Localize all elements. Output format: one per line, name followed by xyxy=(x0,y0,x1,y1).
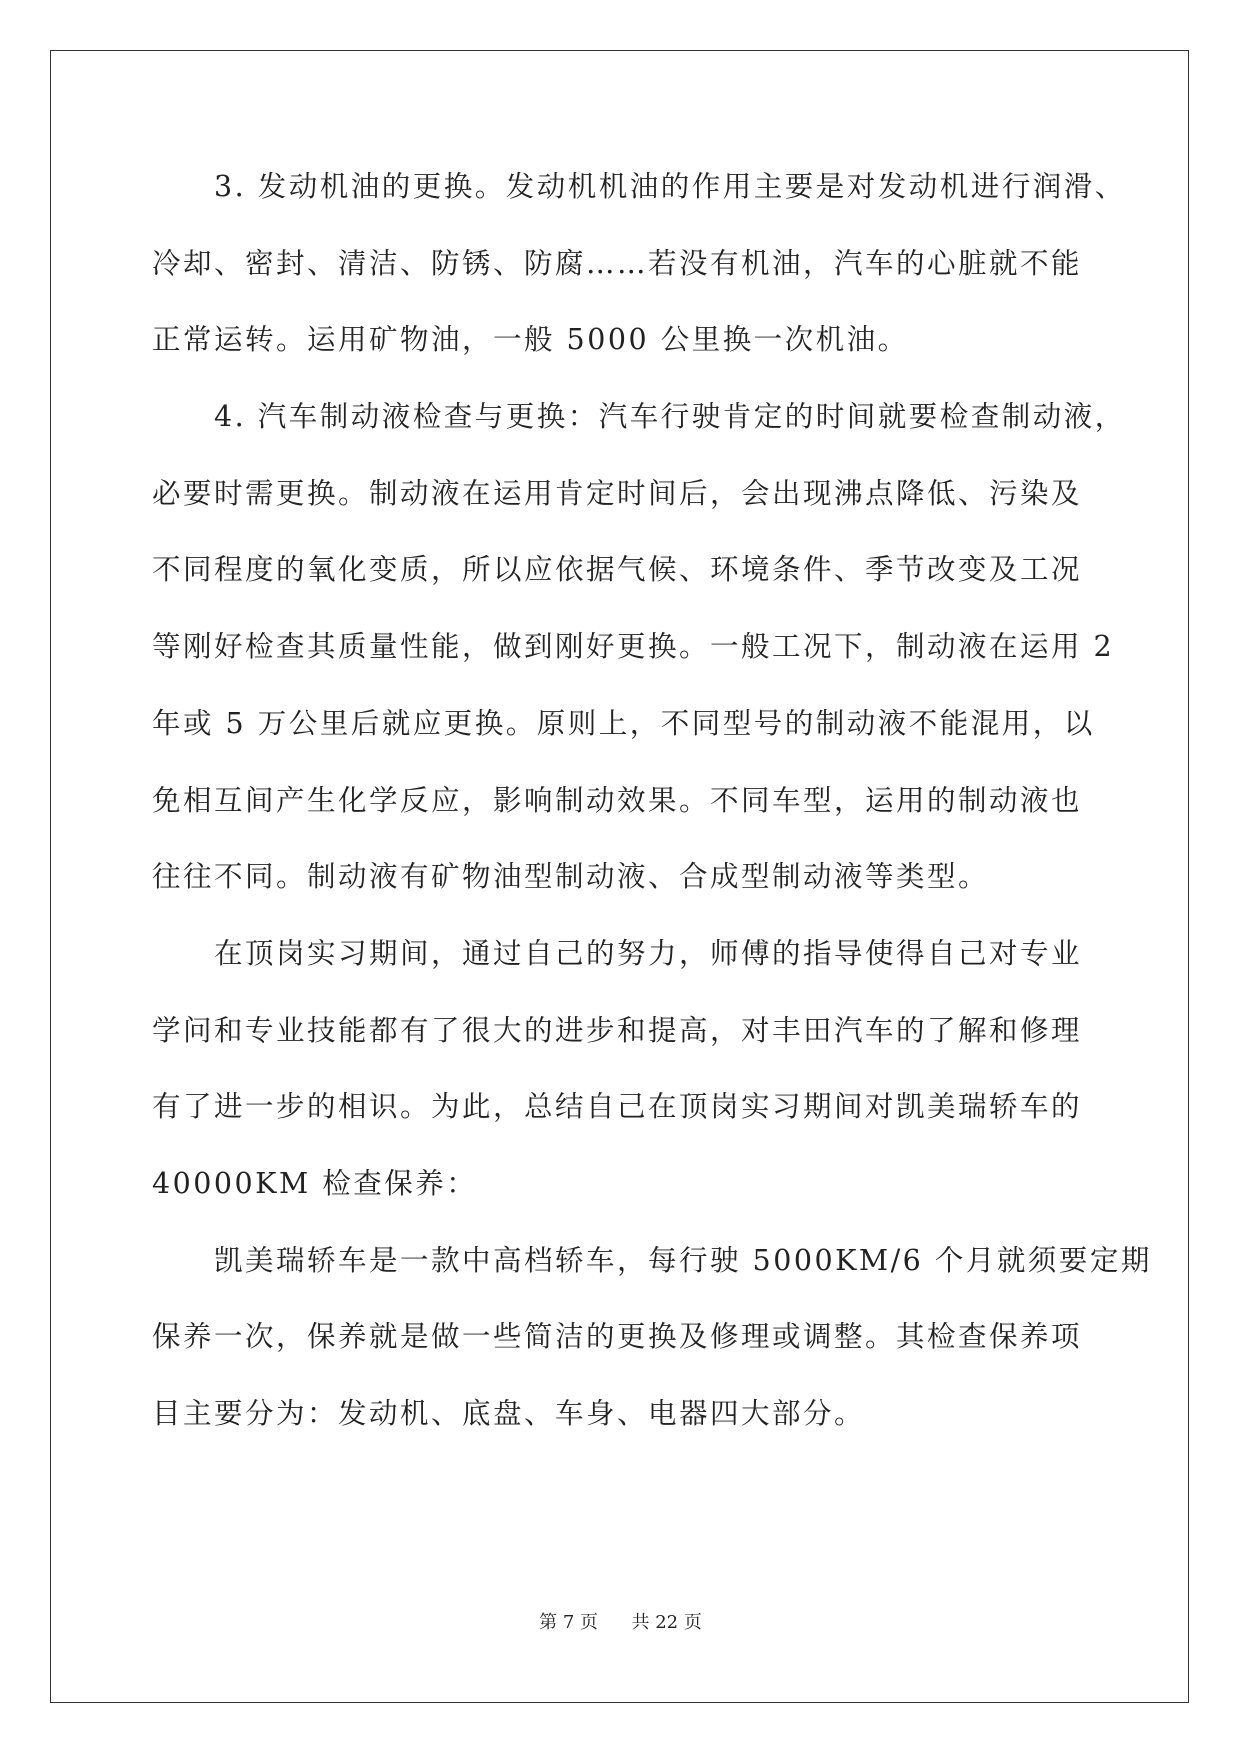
page-total: 共 22 页 xyxy=(631,1612,702,1633)
paragraph-brake-fluid-line-5: 年或 5 万公里后就应更换。原则上，不同型号的制动液不能混用，以 xyxy=(152,706,1095,740)
paragraph-internship-line-1: 在顶岗实习期间，通过自己的努力，师傅的指导使得自己对专业 xyxy=(214,936,1083,970)
paragraph-engine-oil-line-3: 正常运转。运用矿物油，一般 5000 公里换一次机油。 xyxy=(152,323,909,357)
paragraph-brake-fluid-line-3: 不同程度的氧化变质，所以应依据气候、环境条件、季节改变及工况 xyxy=(152,553,1083,587)
page-footer xyxy=(0,1608,1241,1634)
paragraph-engine-oil-line-1: 3. 发动机油的更换。发动机机油的作用主要是对发动机进行润滑、 xyxy=(214,170,1126,203)
paragraph-internship-line-4: 40000KM 检查保养： xyxy=(152,1166,478,1200)
paragraph-internship-line-3: 有了进一步的相识。为此，总结自己在顶岗实习期间对凯美瑞轿车的 xyxy=(152,1090,1083,1124)
paragraph-camry-line-1: 凯美瑞轿车是一款中高档轿车，每行驶 5000KM/6 个月就须要定期 xyxy=(214,1243,1152,1277)
paragraph-camry-line-3: 目主要分为：发动机、底盘、车身、电器四大部分。 xyxy=(152,1397,866,1430)
paragraph-brake-fluid-line-2: 必要时需更换。制动液在运用肯定时间后，会出现沸点降低、污染及 xyxy=(152,476,1083,510)
paragraph-brake-fluid-line-4: 等刚好检查其质量性能，做到刚好更换。一般工况下，制动液在运用 2 xyxy=(152,630,1115,664)
page-number: 第 7 页 xyxy=(539,1612,599,1633)
paragraph-internship-line-2: 学问和专业技能都有了很大的进步和提高，对丰田汽车的了解和修理 xyxy=(152,1013,1083,1047)
paragraph-engine-oil-line-2: 冷却、密封、清洁、防锈、防腐……若没有机油，汽车的心脏就不能 xyxy=(152,246,1083,280)
paragraph-brake-fluid-line-1: 4. 汽车制动液检查与更换：汽车行驶肯定的时间就要检查制动液， xyxy=(214,400,1126,434)
paragraph-camry-line-2: 保养一次，保养就是做一些简洁的更换及修理或调整。其检查保养项 xyxy=(152,1320,1083,1354)
paragraph-brake-fluid-line-7: 往往不同。制动液有矿物油型制动液、合成型制动液等类型。 xyxy=(152,860,990,894)
document-body xyxy=(152,158,1152,1462)
paragraph-brake-fluid-line-6: 免相互间产生化学反应，影响制动效果。不同车型，运用的制动液也 xyxy=(152,783,1083,817)
